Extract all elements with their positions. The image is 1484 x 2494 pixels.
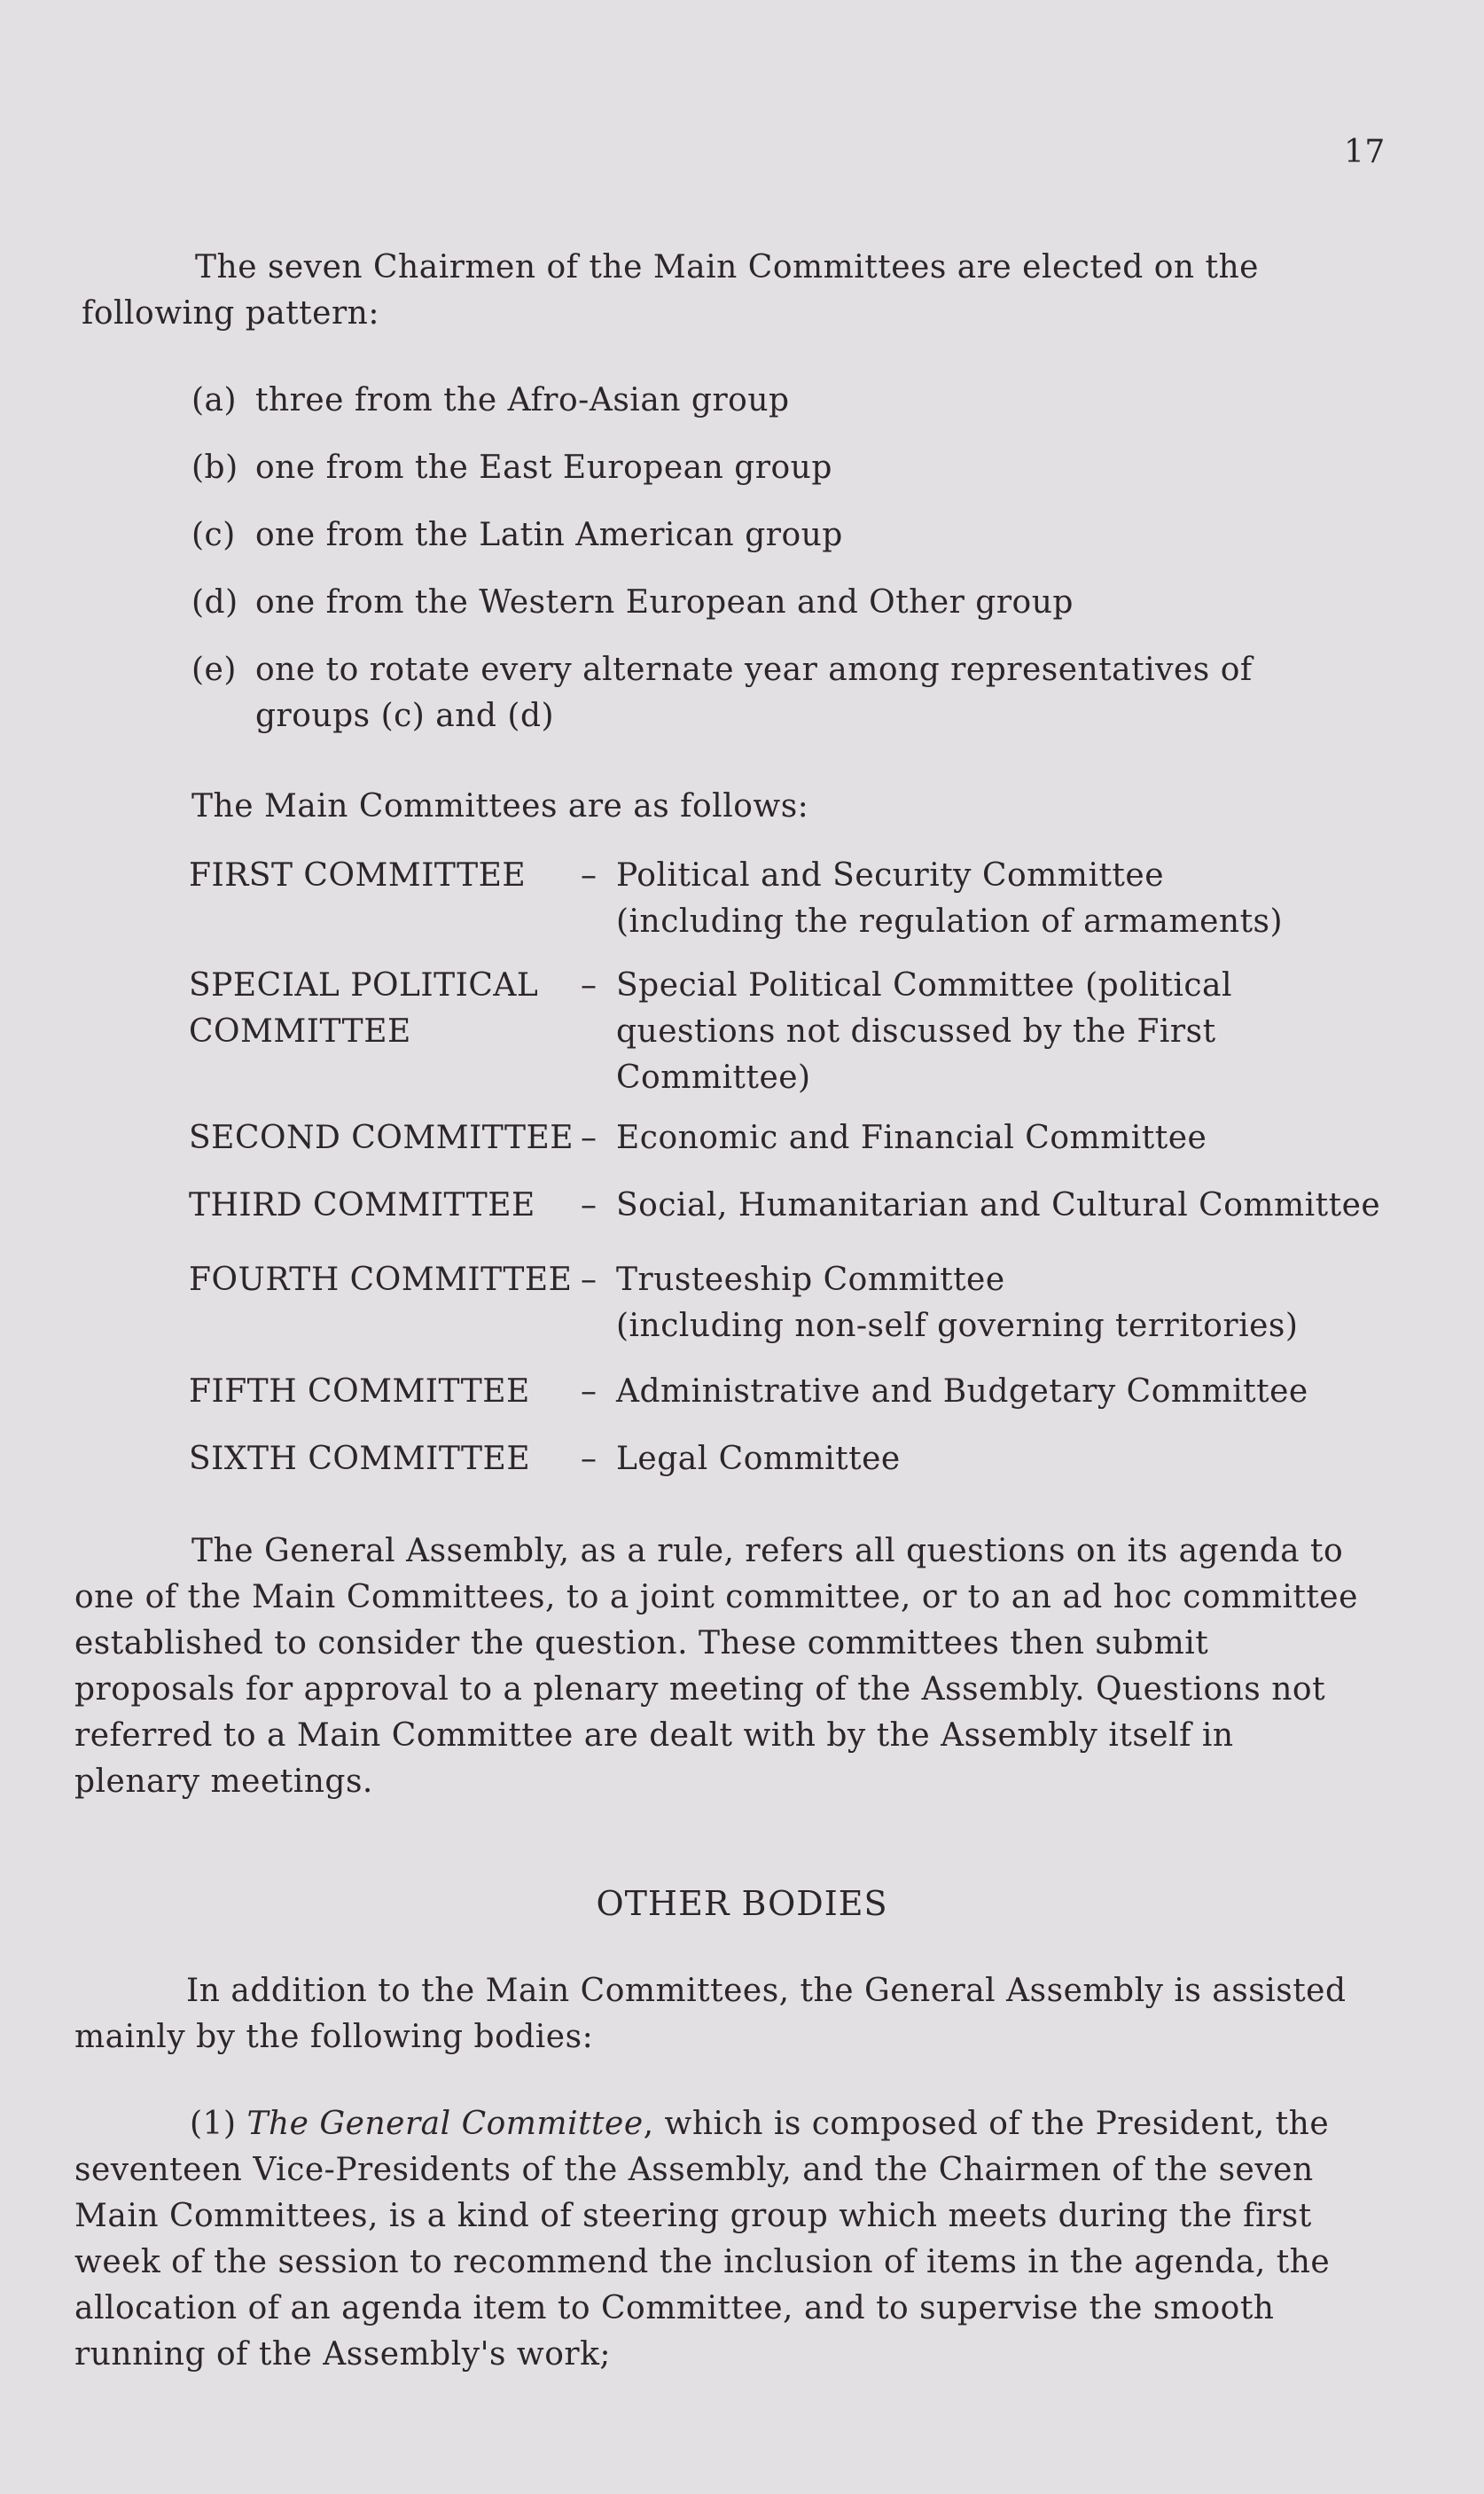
committee-name: SECOND COMMITTEE [189, 1120, 574, 1156]
committee-name: THIRD COMMITTEE [189, 1187, 535, 1224]
referral-paragraph: The General Assembly, as a rule, refers all questions on its agenda to one of the Main Committees, to a joint committee, or to an ad hoc committee established to consider the question. These committees then submit proposals for approval to a plenary meeting of the Assembly. Questions not referred to a Main Committee are dealt with by the Assembly itself in plenary meetings. [74, 1533, 1358, 1800]
dash: – [581, 1373, 598, 1410]
dash: – [581, 1441, 598, 1477]
pattern-item-text: three from the Afro-Asian group [255, 382, 790, 418]
dash: – [581, 1262, 598, 1298]
item-number: (1) [190, 2106, 237, 2142]
committee-name: SIXTH COMMITTEE [189, 1441, 531, 1477]
pattern-item-label: (a) [191, 382, 238, 418]
committee-description: – Political and Security Committee (including the regulation of armaments) [581, 853, 1379, 945]
pattern-item-b [191, 445, 1371, 491]
dash: – [581, 1120, 598, 1156]
intro-text: The seven Chairmen of the Main Committees are elected on the following pattern: [82, 249, 1259, 332]
pattern-item-text: one to rotate every alternate year among representatives of [255, 652, 1253, 688]
committees-intro: The Main Committees are as follows: [191, 788, 809, 825]
pattern-item-label: (d) [191, 584, 238, 621]
pattern-item-a [191, 378, 1371, 424]
pattern-item-label: (b) [191, 450, 238, 486]
pattern-item-text: one from the East European group [255, 450, 832, 486]
pattern-item-d [191, 580, 1371, 626]
section-heading: OTHER BODIES [596, 1884, 888, 1923]
committee-name: FIFTH COMMITTEE [189, 1373, 530, 1410]
committee-description: – Special Political Committee (political questions not discussed by the First Committee) [581, 963, 1379, 1101]
pattern-item-label: (e) [191, 652, 237, 688]
pattern-item-text-continued: groups (c) and (d) [255, 698, 555, 734]
page-number: 17 [1344, 134, 1386, 170]
dash: – [581, 967, 598, 1004]
committee-name: SPECIAL POLITICAL COMMITTEE [189, 967, 539, 1050]
committee-name: FOURTH COMMITTEE [189, 1262, 573, 1298]
pattern-item-text: one from the Western European and Other group [255, 584, 1074, 621]
intro-paragraph [82, 245, 1376, 337]
dash: – [581, 1187, 598, 1224]
committee-description: – Trusteeship Committee (including non-self governing territories) [581, 1257, 1379, 1349]
pattern-item-text: one from the Latin American group [255, 517, 843, 553]
pattern-item-c [191, 512, 1371, 559]
dash: – [581, 857, 598, 894]
committee-name: FIRST COMMITTEE [189, 857, 527, 894]
committee-description: – Social, Humanitarian and Cultural Committee [581, 1183, 1449, 1229]
general-committee-paragraph: (1) The General Committee, which is composed of the President, the seventeen Vice-Presidents of the Assembly, and the Chairmen of the seven Main Committees, is a kind of steering group which meets during the first week of the session to recommend the inclusion of items in the agenda, the allocation of an agenda item to Committee, and to supervise the smooth running of the Assembly's work; [74, 2106, 1331, 2373]
other-bodies-intro: In addition to the Main Committees, the General Assembly is assisted mainly by the following bodies: [74, 1973, 1347, 2055]
pattern-item-label: (c) [191, 517, 236, 553]
pattern-item-e [191, 647, 1371, 739]
body-title: The General Committee [246, 2106, 644, 2142]
committee-description: – Economic and Financial Committee [581, 1115, 1379, 1161]
committee-description: – Legal Committee [581, 1436, 1379, 1482]
committee-description: – Administrative and Budgetary Committee [581, 1369, 1379, 1415]
